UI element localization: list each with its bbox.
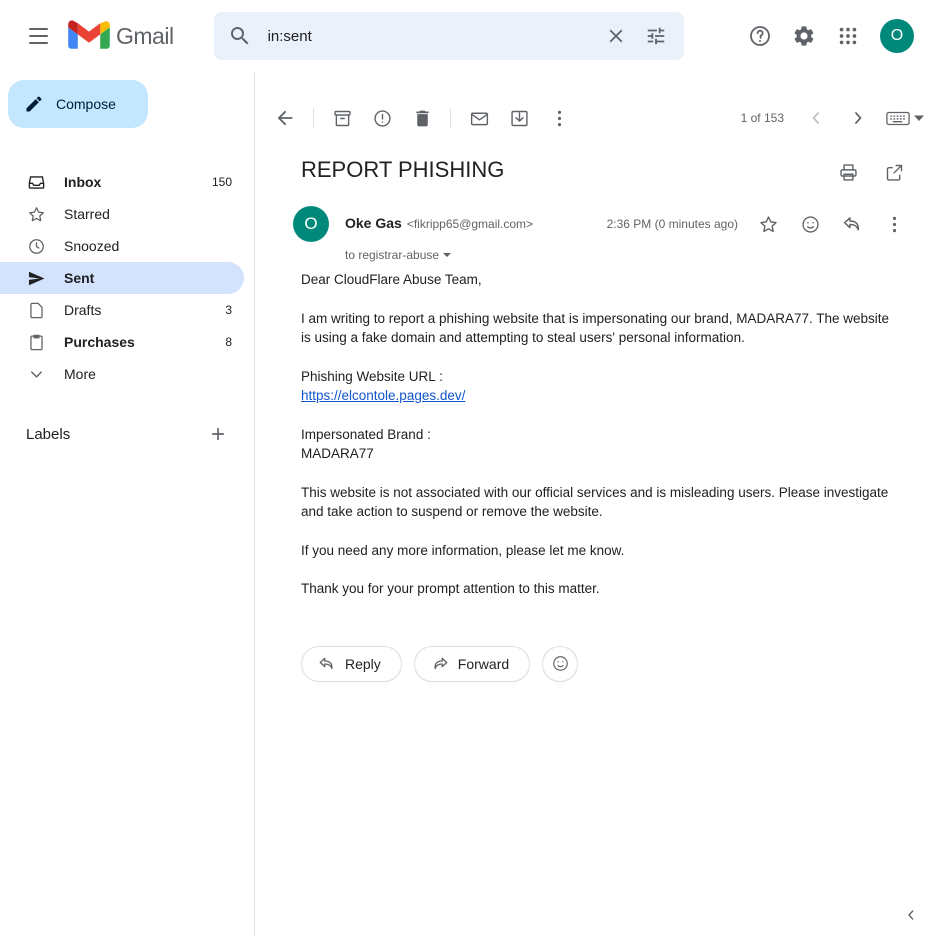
search-options-icon[interactable] — [636, 16, 676, 56]
add-label-icon[interactable] — [204, 420, 232, 448]
search-input[interactable] — [266, 27, 596, 46]
keyboard-icon — [886, 108, 910, 128]
clock-icon — [26, 236, 46, 256]
body-paragraph: Dear CloudFlare Abuse Team, — [301, 272, 482, 287]
forward-button[interactable] — [414, 646, 530, 682]
send-icon — [26, 268, 46, 288]
brand-label: Impersonated Brand : — [301, 426, 431, 442]
pager — [741, 98, 924, 138]
keyboard-caret-icon — [914, 113, 924, 123]
sidebar-item-label: Drafts — [64, 302, 102, 318]
drafts-icon — [26, 300, 46, 320]
forward-arrow-icon — [431, 655, 449, 673]
gmail-wordmark: Gmail — [116, 22, 174, 49]
open-in-new-window-icon[interactable] — [874, 152, 914, 192]
body-paragraph: This website is not associated with our official services and is misleading users. Please investigate and take action to suspend or remove the website. — [301, 484, 889, 519]
search-icon — [228, 24, 252, 48]
clear-search-icon[interactable] — [596, 16, 636, 56]
move-to-inbox-button[interactable] — [499, 98, 539, 138]
subject-actions — [828, 152, 914, 192]
reply-button[interactable] — [301, 646, 402, 682]
expand-side-panel-icon[interactable] — [898, 902, 924, 928]
main-layout — [0, 72, 930, 936]
star-icon — [26, 204, 46, 224]
message-meta — [329, 204, 914, 262]
gmail-m-icon — [68, 20, 110, 52]
body-paragraph: Thank you for your prompt attention to this matter. — [301, 581, 600, 596]
chevron-down-icon — [443, 253, 451, 257]
sidebar-item-label: Snoozed — [64, 238, 120, 254]
from-line — [345, 204, 914, 244]
sidebar-item-starred[interactable] — [0, 198, 244, 230]
keyboard-shortcuts-button[interactable] — [886, 108, 924, 128]
sidebar-item-label: Starred — [64, 206, 110, 222]
message-more-icon[interactable] — [874, 204, 914, 244]
top-right-actions — [740, 16, 914, 56]
reply-icon[interactable] — [832, 204, 872, 244]
message-timestamp: 2:36 PM (0 minutes ago) — [606, 217, 738, 231]
add-reaction-icon[interactable] — [790, 204, 830, 244]
back-button[interactable] — [265, 98, 305, 138]
delete-button[interactable] — [402, 98, 442, 138]
body-paragraph-brand — [301, 425, 890, 464]
mark-unread-button[interactable] — [459, 98, 499, 138]
pager-text: 1 of 153 — [740, 111, 784, 125]
settings-gear-icon[interactable] — [784, 16, 824, 56]
gmail-logo[interactable] — [68, 20, 174, 52]
main-menu-icon[interactable] — [18, 16, 58, 56]
smiley-icon — [551, 654, 570, 673]
sidebar-spacer — [0, 390, 254, 414]
compose-label: Compose — [56, 96, 116, 112]
pencil-icon — [24, 94, 44, 114]
search-bar[interactable] — [214, 12, 684, 60]
sidebar-item-label: More — [64, 366, 96, 382]
recipient-text: to registrar-abuse — [345, 248, 440, 262]
page-title: REPORT PHISHING — [301, 157, 505, 182]
sidebar-item-count: 3 — [225, 303, 232, 317]
subject-row — [255, 142, 930, 192]
account-avatar[interactable]: O — [880, 19, 914, 53]
message-header-actions — [607, 204, 914, 244]
reply-arrow-icon — [318, 655, 336, 673]
hamburger-line — [29, 28, 48, 30]
newer-button[interactable] — [796, 98, 836, 138]
print-icon[interactable] — [828, 152, 868, 192]
body-paragraph: I am writing to report a phishing website that is impersonating our brand, MADARA77. The website is using a fake domain and attempting to steal users' personal information. — [301, 310, 890, 345]
purchases-icon — [26, 332, 46, 352]
reply-label: Reply — [345, 655, 381, 672]
toolbar-divider — [313, 108, 314, 128]
forward-label: Forward — [457, 655, 510, 672]
brand-value: MADARA77 — [301, 446, 374, 461]
sidebar-item-sent[interactable] — [0, 262, 244, 294]
sidebar-item-label: Sent — [64, 270, 95, 286]
compose-button[interactable] — [8, 80, 148, 128]
report-spam-button[interactable] — [362, 98, 402, 138]
hamburger-line — [29, 35, 48, 37]
labels-section-header — [0, 414, 244, 454]
chevron-down-icon — [26, 364, 46, 384]
sidebar-item-count: 8 — [225, 335, 232, 349]
emoji-reaction-button[interactable] — [542, 646, 578, 682]
sidebar-item-inbox[interactable] — [0, 166, 244, 198]
phishing-url-link[interactable]: https://elcontole.pages.dev/ — [301, 388, 466, 403]
toolbar-divider — [450, 108, 451, 128]
mail-pane — [254, 72, 930, 936]
sidebar-item-label: Inbox — [64, 174, 102, 190]
sender-avatar: O — [293, 206, 329, 242]
message-header — [255, 192, 930, 262]
message-body — [255, 262, 930, 618]
archive-button[interactable] — [322, 98, 362, 138]
url-label: Phishing Website URL : — [301, 368, 443, 384]
sidebar-item-more[interactable] — [0, 358, 244, 390]
sender-email: <fikripp65@gmail.com> — [406, 217, 534, 231]
hamburger-line — [29, 42, 48, 44]
sidebar-item-drafts[interactable] — [0, 294, 244, 326]
sender-name: Oke Gas — [345, 215, 402, 231]
sidebar-item-label: Purchases — [64, 334, 135, 350]
message-toolbar — [255, 94, 930, 142]
labels-title: Labels — [26, 425, 71, 443]
sidebar-item-purchases[interactable] — [0, 326, 244, 358]
body-paragraph-url — [301, 367, 890, 406]
sidebar-item-snoozed[interactable] — [0, 230, 244, 262]
sidebar-item-count: 150 — [211, 175, 232, 189]
reply-actions — [255, 618, 930, 682]
top-bar — [0, 0, 930, 72]
star-icon[interactable] — [748, 204, 788, 244]
google-apps-icon[interactable] — [828, 16, 868, 56]
inbox-icon — [26, 172, 46, 192]
help-icon[interactable] — [740, 16, 780, 56]
older-button[interactable] — [838, 98, 878, 138]
sidebar — [0, 72, 254, 936]
recipient-line[interactable] — [345, 248, 914, 262]
more-options-button[interactable] — [539, 98, 579, 138]
body-paragraph: If you need any more information, please let me know. — [301, 542, 625, 558]
